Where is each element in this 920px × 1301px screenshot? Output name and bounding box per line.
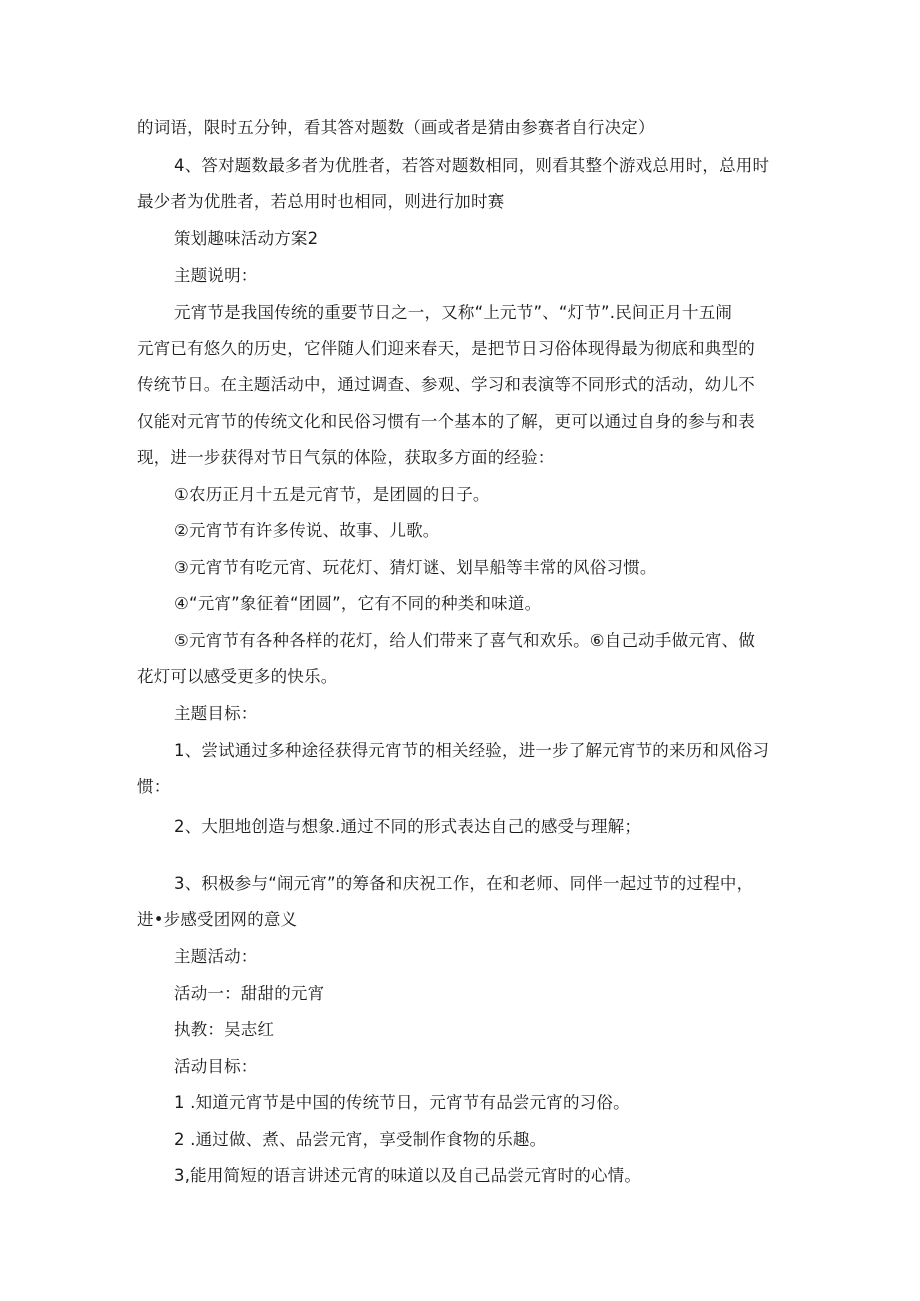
text-line: 现，进一步获得对节日气氛的体险，获取多方面的经验： — [137, 448, 555, 467]
text-line: 元宵节是我国传统的重要节日之一，又称“上元节”、“灯节”.民间正月十五闹 — [174, 303, 733, 322]
list-item: 1 .知道元宵节是中国的传统节日，元宵节有品尝元宵的习俗。 — [174, 1093, 630, 1112]
text-line: 花灯可以感受更多的快乐。 — [137, 667, 338, 686]
list-item: ④“元宵”象征着“团圆”，它有不同的种类和味道。 — [174, 594, 542, 613]
subheading: 主题活动： — [174, 947, 258, 966]
list-item: 1、尝试通过多种途径获得元宵节的相关经验，进一步了解元宵节的来历和风俗习 — [174, 741, 770, 760]
text-line: 元宵已有悠久的历史，它伴随人们迎来春天，是把节日习俗体现得最为彻底和典型的 — [137, 339, 755, 358]
activity-title: 活动一：甜甜的元宵 — [174, 984, 325, 1003]
text-line: 4、答对题数最多者为优胜者，若答对题数相同，则看其整个游戏总用时，总用时 — [174, 156, 770, 175]
list-item: ①农历正月十五是元宵节，是团圆的日子。 — [174, 485, 490, 504]
list-item: 3,能用简短的语言讲述元宵的味道以及自己品尝元宵时的心情。 — [174, 1166, 642, 1185]
subheading: 主题目标： — [174, 704, 258, 723]
list-item: ⑤元宵节有各种各样的花灯，给人们带来了喜气和欢乐。⑥自己动手做元宵、做 — [174, 631, 756, 650]
text-line: 最少者为优胜者，若总用时也相同，则进行加时赛 — [137, 192, 505, 211]
subheading: 主题说明： — [174, 266, 258, 285]
list-item: ②元宵节有许多传说、故事、儿歌。 — [174, 521, 440, 540]
section-heading: 策划趣味活动方案2 — [174, 229, 319, 248]
list-item: 3、积极参与“闹元宵”的筹备和庆祝工作，在和老师、同伴一起过节的过程中， — [174, 874, 754, 893]
subheading: 活动目标： — [174, 1057, 258, 1076]
text-line: 进•步感受团网的意义 — [137, 910, 298, 929]
text-line: 惯： — [137, 777, 171, 796]
text-line: 传统节日。在主题活动中，通过调查、参观、学习和表演等不同形式的活动，幼儿不 — [137, 375, 755, 394]
list-item: 2、大胆地创造与想象.通过不同的形式表达自己的感受与理解； — [174, 817, 642, 836]
list-item: ③元宵节有吃元宵、玩花灯、猜灯谜、划旱船等丰常的风俗习惯。 — [174, 558, 657, 577]
instructor-line: 执教：吴志红 — [174, 1020, 275, 1039]
text-line: 仅能对元宵节的传统文化和民俗习惯有一个基本的了解，更可以通过自身的参与和表 — [137, 412, 755, 431]
list-item: 2 .通过做、煮、品尝元宵，享受制作食物的乐趣。 — [174, 1130, 547, 1149]
text-line: 的词语，限时五分钟，看其答对题数（画或者是猜由参赛者自行决定） — [137, 118, 655, 137]
